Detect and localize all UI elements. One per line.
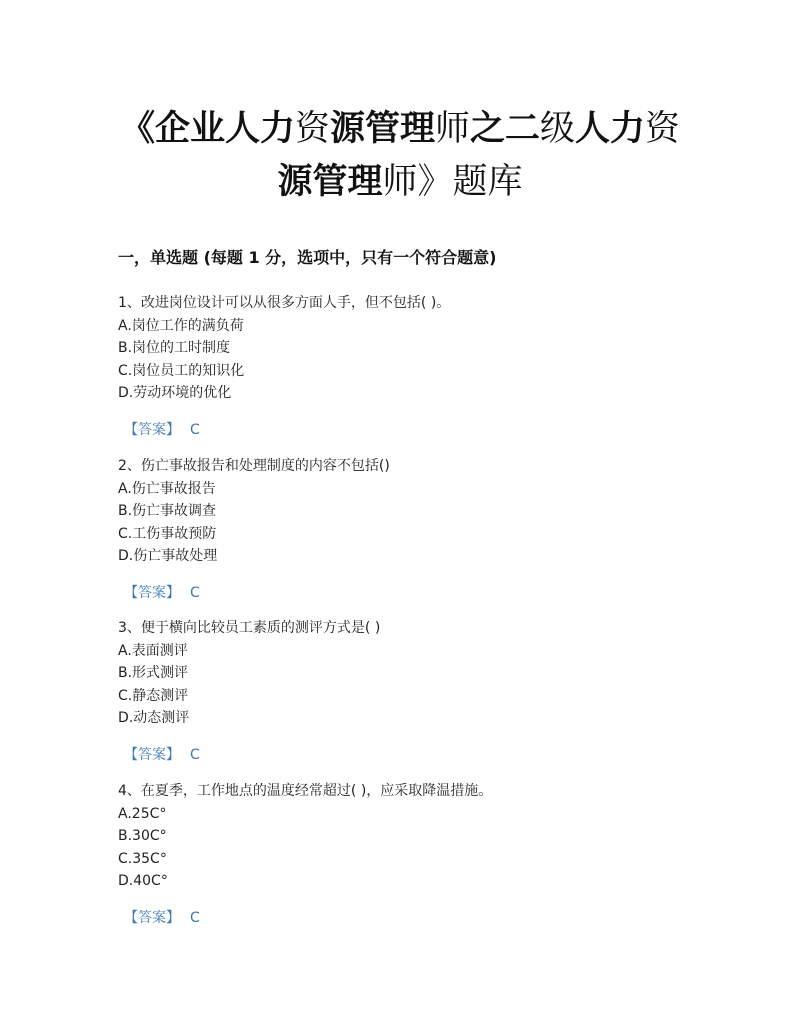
title-fragment: 资: [294, 109, 330, 149]
option-b: B.岗位的工时制度: [118, 340, 231, 356]
title-fragment: 源管理: [329, 109, 435, 149]
option-c: C.35C°: [118, 850, 167, 867]
answer-value: C: [190, 421, 200, 438]
answer-value: C: [190, 584, 200, 601]
answer-label: 【答案】: [124, 421, 180, 438]
option-c: C.工伤事故预防: [118, 525, 217, 542]
title-fragment: 之二: [470, 109, 541, 149]
title-fragment: 师》题库: [382, 162, 523, 202]
question-stem: 4、在夏季，工作地点的温度经常超过( )，应采取降温措施。: [118, 783, 493, 799]
answer-label: 【答案】: [124, 746, 180, 763]
document-title-line-2: [0, 157, 800, 207]
answer-value: C: [190, 746, 200, 763]
answer-value: C: [190, 909, 200, 926]
option-a: A.岗位工作的满负荷: [118, 317, 244, 334]
answer-line: [124, 419, 718, 441]
question-1: [118, 292, 718, 441]
question-2: [118, 455, 718, 604]
option-a: A.伤亡事故报告: [118, 480, 216, 497]
option-a: A.25C°: [118, 805, 167, 822]
option-d: D.劳动环境的优化: [118, 385, 232, 401]
question-stem: 1、改进岗位设计可以从很多方面人手，但不包括( )。: [118, 295, 451, 311]
title-fragment: 《企业人力: [119, 109, 295, 149]
title-fragment: 师: [434, 109, 470, 149]
answer-line: [124, 907, 718, 929]
option-b: B.伤亡事故调查: [118, 503, 217, 519]
answer-line: [124, 582, 718, 604]
answer-label: 【答案】: [124, 584, 180, 601]
title-fragment: 源管理: [277, 162, 383, 202]
answer-line: [124, 744, 718, 766]
option-a: A.表面测评: [118, 642, 188, 659]
option-d: D.动态测评: [118, 710, 190, 726]
section-heading: 一，单选题 (每题 1 分，选项中，只有一个符合题意): [118, 248, 497, 267]
question-4: [118, 780, 718, 929]
option-b: B.形式测评: [118, 665, 189, 681]
question-stem: 3、便于横向比较员工素质的测评方式是( ): [118, 620, 381, 636]
title-fragment: 资: [645, 109, 681, 149]
question-3: [118, 617, 718, 766]
question-stem: 2、伤亡事故报告和处理制度的内容不包括(): [118, 458, 390, 474]
answer-label: 【答案】: [124, 909, 180, 926]
option-c: C.岗位员工的知识化: [118, 362, 245, 379]
title-fragment: 人力: [575, 109, 646, 149]
option-b: B.30C°: [118, 828, 167, 844]
option-d: D.40C°: [118, 873, 168, 889]
title-fragment: 级: [540, 109, 576, 149]
option-d: D.伤亡事故处理: [118, 548, 218, 564]
option-c: C.静态测评: [118, 687, 189, 704]
document-title-line-1: [0, 104, 800, 154]
